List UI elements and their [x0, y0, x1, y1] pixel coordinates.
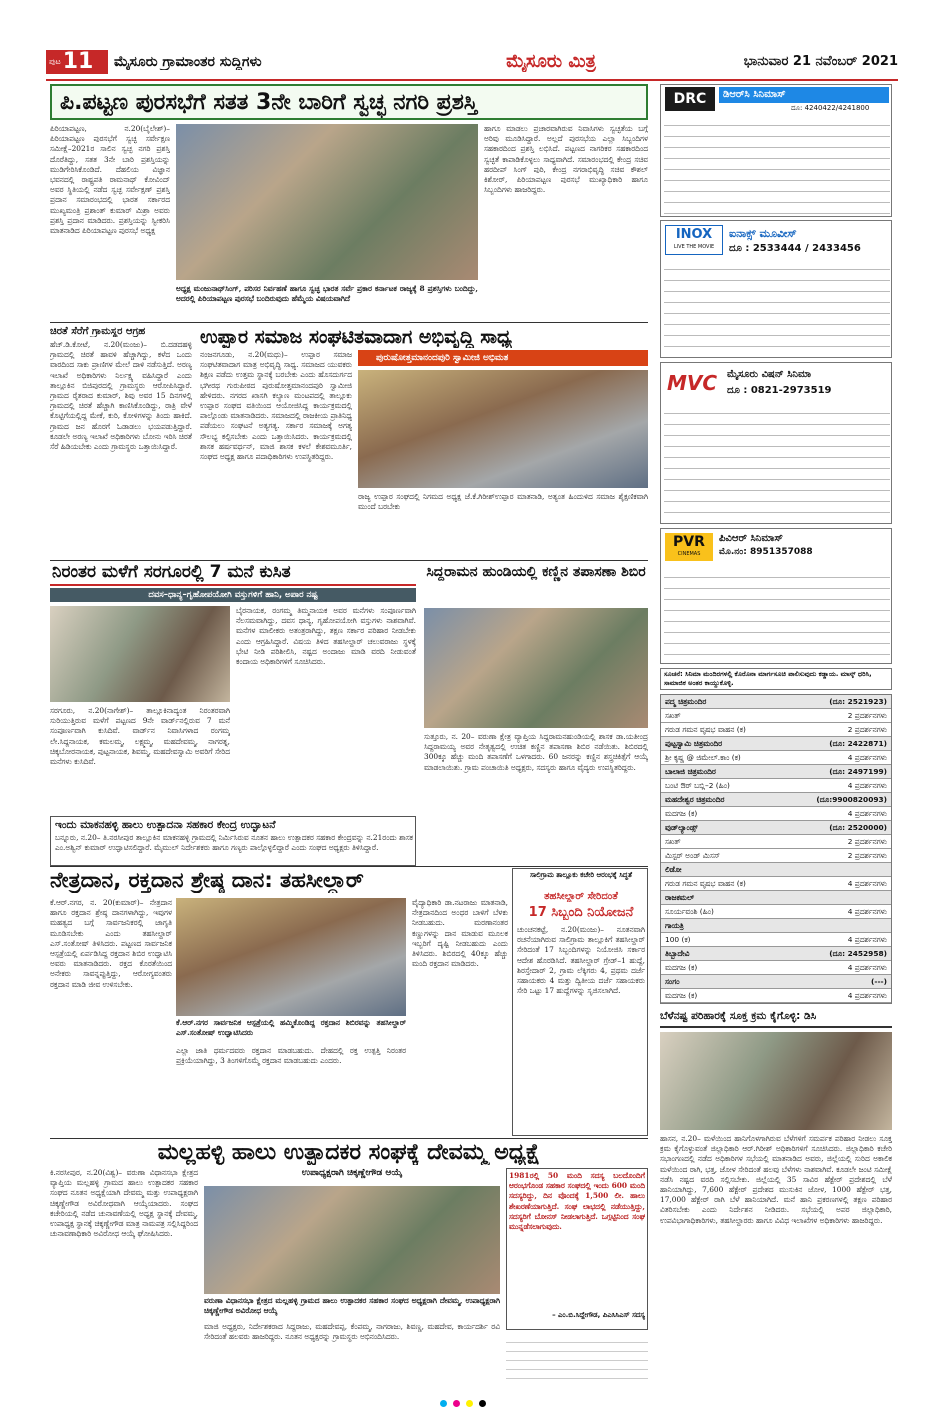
disi-headline: ಬೆಳೆನಷ್ಟ ಪರಿಹಾರಕ್ಕೆ ಸೂಕ್ತ ಕ್ರಮ ಕೈಗೊಳ್ಳಿ: ಡಿಸಿ	[660, 1010, 892, 1028]
theatre-show-row	[661, 905, 891, 919]
mallahalli-body-left: ಕಿ.ನರಸೀಪುರ, ನ.20(ವಿಶ್ವ)– ವರುಣಾ ವಿಧಾನಸಭಾ ಕ್ಷೇತ್ರದ ವ್ಯಾಪ್ತಿಯ ಮಲ್ಲಹಳ್ಳಿ ಗ್ರಾಮದ ಹಾಲು ಉತ್ಪಾದಕರ ಸಹಕಾರ ಸಂಘದ ನೂತನ ಅಧ್ಯಕ್ಷೆಯಾಗಿ ದೇವಮ್ಮ ಮತ್ತು ಉಪಾಧ್ಯಕ್ಷರಾಗಿ ಚಿಕ್ಕಣ್ಣೇಗೌಡ ಅವಿರೋಧವಾಗಿ ಆಯ್ಕೆಯಾದರು. ಸಂಘದ ಕಚೇರಿಯಲ್ಲಿ ನಡೆದ ಚುನಾವಣೆಯಲ್ಲಿ ಅಧ್ಯಕ್ಷ ಸ್ಥಾನಕ್ಕೆ ದೇವಮ್ಮ, ಉಪಾಧ್ಯಕ್ಷ ಸ್ಥಾನಕ್ಕೆ ಚಿಕ್ಕಣ್ಣೇಗೌಡ ಮಾತ್ರ ನಾಮಪತ್ರ ಸಲ್ಲಿಸಿದ್ದರಿಂದ ಚುನಾವಣಾಧಿಕಾರಿ ಅವಿರೋಧ ಆಯ್ಕೆ ಘೋಷಿಸಿದರು.	[50, 1168, 198, 1239]
dairy-open-box	[50, 816, 416, 866]
show-count: 4 ಪ್ರದರ್ಶನಗಳು	[847, 906, 887, 916]
theatre-show-row	[661, 849, 891, 863]
theatre-name: ತಿಬ್ಬಾದೇವಿ	[665, 948, 690, 958]
siddaramana-headline: ಸಿದ್ದರಾಮನ ಹುಂಡಿಯಲ್ಲಿ ಕಣ್ಣಿನ ತಪಾಸಣಾ ಶಿಬಿರ	[426, 564, 646, 580]
theatre-phone: (ದೂ: 2521923)	[829, 696, 887, 706]
theatre-name: ಪುಟ್ಟಸ್ವಾಮಿ ಚಿತ್ರಮಂದಿರ	[665, 738, 723, 748]
inox-logo	[665, 225, 723, 255]
inox-phone-value: 2533444 / 2433456	[752, 243, 861, 254]
mallahalli-quote: 1981ರಲ್ಲಿ 50 ಮಂದಿ ಸದಸ್ಯ ಬಲದೊಂದಿಗೆ ಆರಂಭಗೊಂಡ ಸಹಕಾರ ಸಂಘದಲ್ಲಿ ಇಂದು 600 ಮಂದಿ ಸದಸ್ಯರಿದ್ದು, ದಿನ ವೊಂದಕ್ಕೆ 1,500 ಲೀ. ಹಾಲು ಶೇಖರಣೆಯಾಗುತ್ತಿದೆ. ಸಂಘ ಲಾಭದಲ್ಲಿ ನಡೆಯುತ್ತಿದ್ದು, ಸದಸ್ಯರಿಗೆ ಬೋನಸ್ ನೀಡಲಾಗುತ್ತಿದೆ. ಒಗ್ಗಟ್ಟಿನಿಂದ ಸಂಘ ಮುನ್ನಡೆಸಲಾಗುವುದು.	[509, 1171, 645, 1232]
show-title: ಗರುಡ ಗಮನ ವೃಷಭ ವಾಹನ (ಕ)	[665, 878, 746, 888]
show-count: 2 ಪ್ರದರ್ಶನಗಳು	[847, 850, 887, 860]
show-count: 4 ಪ್ರದರ್ಶನಗಳು	[847, 752, 887, 762]
siddaramana-body: ಸುತ್ತೂರು, ನ. 20– ವರುಣಾ ಕ್ಷೇತ್ರ ವ್ಯಾಪ್ತಿಯ ಸಿದ್ದರಾಮನಹುಂಡಿಯಲ್ಲಿ ಶಾಸಕ ಡಾ.ಯತೀಂದ್ರ ಸಿದ್ದರಾಮಯ್ಯ ಅವರ ನೇತೃತ್ವದಲ್ಲಿ ಉಚಿತ ಕಣ್ಣಿನ ತಪಾಸಣಾ ಶಿಬಿರ ನಡೆಯಿತು. ಶಿಬಿರದಲ್ಲಿ 300ಕ್ಕೂ ಹೆಚ್ಚು ಮಂದಿ ತಪಾಸಣೆಗೆ ಒಳಗಾದರು. 60 ಜನರನ್ನು ಕಣ್ಣಿನ ಶಸ್ತ್ರಚಿಕಿತ್ಸೆಗೆ ಆಯ್ಕೆ ಮಾಡಲಾಯಿತು. ಗ್ರಾಮ ಪಂಚಾಯಿತಿ ಅಧ್ಯಕ್ಷರು, ಸದಸ್ಯರು ಹಾಗೂ ವೈದ್ಯರು ಉಪಸ್ಥಿತರಿದ್ದರು.	[424, 732, 648, 772]
inox-tagline: LIVE THE MOVIE	[673, 244, 715, 250]
registration-dot	[440, 1400, 447, 1407]
mvc-name: ಮೈಸೂರು ವಿಷನ್ ಸಿನಿಮಾ	[727, 369, 812, 380]
page-prefix: ಪುಟ	[49, 57, 61, 66]
theatre-header	[661, 863, 891, 877]
drc-phone	[791, 104, 891, 113]
theatre-list	[660, 694, 892, 1004]
theatre-name: ಸಂಗಂ	[665, 976, 680, 986]
theatre-show-row	[661, 751, 891, 765]
pvr-phone	[719, 547, 889, 557]
show-title: ಸಖತ್	[665, 710, 681, 720]
pvr-phone-label: ಮೊ.ನಂ:	[719, 547, 747, 557]
show-count: 4 ಪ್ರದರ್ಶನಗಳು	[847, 990, 887, 1000]
show-title: ಮದಗಜ (ಕ)	[665, 962, 698, 972]
pvr-phone-value: 8951357088	[750, 547, 813, 557]
show-title: ಶ್ರೀ ಕೃಷ್ಣ @ ಜಿಮೇಲ್.ಕಾಂ (ಕ)	[665, 752, 741, 762]
mvc-listings	[664, 403, 890, 521]
mallahalli-subhead: ಉಪಾಧ್ಯಕ್ಷರಾಗಿ ಚಿಕ್ಕಣ್ಣೇಗೌಡ ಆಯ್ಕೆ	[301, 1168, 403, 1178]
theatre-header	[661, 765, 891, 779]
uppara-subhead: ಪುರುಷೋತ್ತಮಾನಂದಪುರಿ ಸ್ವಾಮೀಜಿ ಅಭಿಮತ	[358, 350, 648, 366]
mid-rule	[50, 560, 648, 561]
pvr-logo	[665, 533, 713, 561]
theatre-header	[661, 891, 891, 905]
dairy-open-body: ಬನ್ನೂರು, ನ.20– ತಿ.ನರಸೀಪುರ ತಾಲ್ಲೂಕಿನ ಮಾಕನಹಳ್ಳಿ ಗ್ರಾಮದಲ್ಲಿ ನಿರ್ಮಿಸಿರುವ ನೂತನ ಹಾಲು ಉತ್ಪಾದಕರ ಸಹಕಾರ ಕೇಂದ್ರವನ್ನು ನ.21ರಂದು ಶಾಸಕ ಎಂ.ಅಶ್ವಿನ್ ಕುಮಾರ್ ಉದ್ಘಾಟಿಸಲಿದ್ದಾರೆ. ಮೈಮುಲ್ ನಿರ್ದೇಶಕರು ಹಾಗೂ ಗಣ್ಯರು ಪಾಲ್ಗೊಳ್ಳಲಿದ್ದಾರೆ ಎಂದು ಸಂಘದ ಅಧ್ಯಕ್ಷರು ತಿಳಿಸಿದ್ದಾರೆ.	[55, 833, 413, 853]
cinema-drc	[660, 84, 892, 217]
theatre-name: ವುಡ್‌ಲ್ಯಾಂಡ್ಸ್	[665, 822, 698, 832]
inox-listings	[664, 259, 890, 355]
show-title: ಮದಗಜ (ಕ)	[665, 990, 698, 1000]
theatre-name: ಲಿಡೋ	[665, 864, 682, 874]
mvc-logo: MVC	[667, 371, 718, 395]
cinema-notice: ಸೂಚನೆ: ಸಿನಿಮಾ ಮಂದಿರಗಳಲ್ಲಿ ಕೊರೊನಾ ಮಾರ್ಗಸೂಚಿ ಪಾಲಿಸುವುದು ಕಡ್ಡಾಯ. ಮಾಸ್ಕ್ ಧರಿಸಿ, ಸಾಮಾಜಿಕ ಅಂತರ ಕಾಯ್ದುಕೊಳ್ಳಿ.	[660, 668, 892, 690]
disi-photo	[660, 1032, 892, 1130]
show-count: 2 ಪ್ರದರ್ಶನಗಳು	[847, 724, 887, 734]
paper-name: ಮೈಸೂರು ಮಿತ್ರ	[506, 51, 596, 72]
netra-photo	[176, 898, 406, 1016]
mallahalli-body-right: ಮಾಜಿ ಅಧ್ಯಕ್ಷರು, ನಿರ್ದೇಶಕರಾದ ಸಿದ್ದರಾಜು, ಮಹದೇವಪ್ಪ, ಕೆಂಪಮ್ಮ, ನಾಗರಾಜು, ಶಿವಣ್ಣ, ಮಹದೇವ, ಕಾರ್ಯದರ್ಶಿ ರವಿ ಸೇರಿದಂತೆ ಹಲವರು ಹಾಜರಿದ್ದರು. ನೂತನ ಅಧ್ಯಕ್ಷರನ್ನು ಗ್ರಾಮಸ್ಥರು ಅಭಿನಂದಿಸಿದರು.	[204, 1322, 500, 1342]
tahsildar-headline-2: 17 ಸಿಬ್ಬಂದಿ ನಿಯೋಜನೆ	[528, 905, 634, 920]
show-count: 4 ಪ್ರದರ್ಶನಗಳು	[847, 878, 887, 888]
theatre-phone: (ದೂ: 2422871)	[829, 738, 887, 748]
drc-phone-label: ದೂ:	[791, 104, 803, 112]
drc-listings	[664, 115, 890, 215]
netra-caption: ಕೆ.ಆರ್.ನಗರ ಸಾರ್ವಜನಿಕ ಆಸ್ಪತ್ರೆಯಲ್ಲಿ ಹಮ್ಮಿಕೊಂಡಿದ್ದ ರಕ್ತದಾನ ಶಿಬಿರವನ್ನು ತಹಸೀಲ್ದಾರ್ ಎಸ್.ಸಂತೋಷ್ ಉದ್ಘಾಟಿಸಿದರು	[176, 1018, 406, 1038]
mvc-phone-value: 0821-2973519	[750, 385, 832, 396]
show-count: 2 ಪ್ರದರ್ಶನಗಳು	[847, 710, 887, 720]
pvr-sub: CINEMAS	[677, 551, 701, 557]
theatre-show-row	[661, 723, 891, 737]
rain-photo	[50, 606, 230, 702]
tahsildar-box	[512, 868, 648, 1136]
drc-phone-value: 4240422/4241800	[804, 104, 870, 112]
show-title: ಗರುಡ ಗಮನ ವೃಷಭ ವಾಹನ (ಕ)	[665, 724, 746, 734]
inox-phone	[729, 243, 889, 254]
theatre-show-row	[661, 877, 891, 891]
theatre-header	[661, 821, 891, 835]
registration-strip	[440, 1400, 510, 1412]
lead-rule	[50, 322, 648, 323]
theatre-show-row	[661, 807, 891, 821]
theatre-show-row	[661, 709, 891, 723]
edition-date: ಭಾನುವಾರ 21 ನವೆಂಬರ್ 2021	[743, 54, 898, 69]
lead-caption: ಅಧ್ಯಕ್ಷ ಮಂಜುನಾಥ್‌ಸಿಂಗ್, ಪರಿಸರ ನಿರ್ವಹಣೆ ಹಾಗೂ ಸ್ವಚ್ಛ ಭಾರತ ಸರ್ವೆ ಪ್ರಕಾರ ಕರ್ನಾಟಕ ರಾಜ್ಯಕ್ಕೆ 8 ಪ್ರಶಸ್ತಿಗಳು ಬಂದಿದ್ದು, ಅದರಲ್ಲಿ ಪಿರಿಯಾಪಟ್ಟಣ ಪುರಸಭೆ ಬಂದಿರುವುದು ಹೆಮ್ಮೆಯ ವಿಷಯವಾಗಿದೆ	[176, 284, 478, 304]
mid-rule-2	[50, 866, 648, 867]
theatre-show-row	[661, 933, 891, 947]
registration-dot	[466, 1400, 473, 1407]
theatre-header	[661, 975, 891, 989]
lead-headline-box	[50, 84, 648, 120]
chirate-body: ಹೆಚ್.ಡಿ.ಕೋಟೆ, ನ.20(ಮಂಜು)– ಬಿ.ದಡದಹಳ್ಳಿ ಗ್ರಾಮದಲ್ಲಿ ಚಿರತೆ ಹಾವಳಿ ಹೆಚ್ಚಾಗಿದ್ದು, ಕಳೆದ ಒಂದು ವಾರದಿಂದ ಸಾಕು ಪ್ರಾಣಿಗಳ ಮೇಲೆ ದಾಳಿ ನಡೆಸುತ್ತಿದೆ. ಅರಣ್ಯ ಇಲಾಖೆ ಅಧಿಕಾರಿಗಳು ನಿರ್ಲಕ್ಷ್ಯ ವಹಿಸಿದ್ದಾರೆ ಎಂದು ತಾಲ್ಲೂಕಿನ ಬಿಜಿಪುರದಲ್ಲಿ ಗ್ರಾಮಸ್ಥರು ಆರೋಪಿಸಿದ್ದಾರೆ. ಗ್ರಾಮದ ರೈತರಾದ ಕುಮಾರ್, ಶಿವು ಅವರ 15 ದಿನಗಳಲ್ಲಿ ಗ್ರಾಮದಲ್ಲಿ ಚಿರತೆ ಹೆಚ್ಚಾಗಿ ಕಾಣಿಸಿಕೊಂಡಿದ್ದು, ರಾತ್ರಿ ವೇಳೆ ಕೊಟ್ಟಿಗೆಯಲ್ಲಿದ್ದ ಮೇಕೆ, ಕುರಿ, ಕೋಳಿಗಳನ್ನು ತಿಂದು ಹಾಕಿದೆ. ಗ್ರಾಮದ ಜನ ಹೊರಗೆ ಓಡಾಡಲು ಭಯಪಡುತ್ತಿದ್ದಾರೆ. ಕೂಡಲೇ ಅರಣ್ಯ ಇಲಾಖೆ ಅಧಿಕಾರಿಗಳು ಬೋನು ಇರಿಸಿ ಚಿರತೆ ಸೆರೆ ಹಿಡಿಯಬೇಕು ಎಂದು ಗ್ರಾಮಸ್ಥರು ಒತ್ತಾಯಿಸಿದ್ದಾರೆ.	[50, 340, 192, 452]
lower-rule	[50, 1138, 648, 1139]
show-title: ಸಖತ್	[665, 836, 681, 846]
theatre-header	[661, 919, 891, 933]
cinema-inox	[660, 220, 892, 358]
inox-phone-label: ದೂ :	[729, 243, 750, 254]
inox-brand: INOX	[675, 227, 713, 242]
mvc-phone	[727, 385, 887, 396]
uppara-headline: ಉಪ್ಪಾರ ಸಮಾಜ ಸಂಘಟಿತವಾದಾಗ ಅಭಿವೃದ್ಧಿ ಸಾಧ್ಯ	[200, 326, 512, 348]
netra-body-right: ವೈದ್ಯಾಧಿಕಾರಿ ಡಾ.ನಟರಾಜು ಮಾತನಾಡಿ, ನೇತ್ರದಾನದಿಂದ ಅಂಧರ ಬಾಳಿಗೆ ಬೆಳಕು ನೀಡಬಹುದು. ಮರಣಾನಂತರ ಕಣ್ಣುಗಳನ್ನು ದಾನ ಮಾಡುವ ಮೂಲಕ ಇಬ್ಬರಿಗೆ ದೃಷ್ಟಿ ನೀಡಬಹುದು ಎಂದು ತಿಳಿಸಿದರು. ಶಿಬಿರದಲ್ಲಿ 40ಕ್ಕೂ ಹೆಚ್ಚು ಮಂದಿ ರಕ್ತದಾನ ಮಾಡಿದರು.	[412, 898, 508, 969]
pvr-brand: PVR	[673, 534, 705, 550]
rain-headline: ನಿರಂತರ ಮಳೆಗೆ ಸರಗೂರಲ್ಲಿ 7 ಮನೆ ಕುಸಿತ	[52, 562, 291, 582]
show-title: ಮದಗಜ (ಕ)	[665, 808, 698, 818]
masthead	[46, 48, 898, 78]
theatre-header	[661, 793, 891, 807]
uppara-photo	[358, 370, 648, 488]
lead-photo	[176, 124, 478, 280]
theatre-name: ಮಹದೇಶ್ವರ ಚಿತ್ರಮಂದಿರ	[665, 794, 725, 804]
lead-col3: ಹಾಗೂ ಮಾಡಲು ಪ್ರಚಾರವಾಗಿರುವ ನಿವಾಸಿಗಳು ಸ್ವಚ್ಛತೆಯ ಬಗ್ಗೆ ಅರಿವು ಮೂಡಿಸಿದ್ದಾರೆ. ಅಲ್ಲದೆ ಪುರಸಭೆಯ ಎಲ್ಲಾ ಸಿಬ್ಬಂದಿಗಳ ಸಹಕಾರದಿಂದ ಪ್ರಶಸ್ತಿ ಲಭಿಸಿದೆ. ಪಟ್ಟಣದ ನಾಗರಿಕರ ಸಹಕಾರದಿಂದ ಸ್ವಚ್ಛತೆ ಕಾಪಾಡಿಕೊಳ್ಳಲು ಸಾಧ್ಯವಾಗಿದೆ. ಸಮಾರಂಭದಲ್ಲಿ ಕೇಂದ್ರ ಸಚಿವ ಹರದೀಪ್ ಸಿಂಗ್ ಪುರಿ, ಕೇಂದ್ರ ನಗರಾಭಿವೃದ್ಧಿ ಸಚಿವ ಕೌಶಲ್ ಕಿಶೋರ್, ಪಿರಿಯಾಪಟ್ಟಣ ಪುರಸಭೆ ಮುಖ್ಯಾಧಿಕಾರಿ ಹಾಗೂ ಸಿಬ್ಬಂದಿಗಳು ಹಾಜರಿದ್ದರು.	[484, 124, 648, 195]
theatre-phone: (---)	[871, 977, 887, 986]
theatre-name: ಬಾಲಾಜಿ ಚಿತ್ರಮಂದಿರ	[665, 766, 716, 776]
cinema-mvc	[660, 362, 892, 524]
registration-dots	[440, 1400, 510, 1407]
theatre-phone: (ದೂ: 2452958)	[829, 948, 887, 958]
netra-body-mid: ಎಲ್ಲಾ ಜಾತಿ ಧರ್ಮದವರು ರಕ್ತದಾನ ಮಾಡಬಹುದು. ದೇಹದಲ್ಲಿ ರಕ್ತ ಉತ್ಪತ್ತಿ ನಿರಂತರ ಪ್ರಕ್ರಿಯೆಯಾಗಿದ್ದು, 3 ತಿಂಗಳಿಗೊಮ್ಮೆ ರಕ್ತದಾನ ಮಾಡಬಹುದು ಎಂದರು.	[176, 1046, 406, 1066]
netra-body-left: ಕೆ.ಆರ್.ನಗರ, ನ. 20(ಕುಮಾರ್)– ನೇತ್ರದಾನ ಹಾಗೂ ರಕ್ತದಾನ ಶ್ರೇಷ್ಠ ದಾನಗಳಾಗಿದ್ದು, ಇವುಗಳ ಮಹತ್ವದ ಬಗ್ಗೆ ಸಾರ್ವಜನಿಕರಲ್ಲಿ ಜಾಗೃತಿ ಮೂಡಿಸಬೇಕು ಎಂದು ತಹಸೀಲ್ದಾರ್ ಎಸ್.ಸಂತೋಷ್ ತಿಳಿಸಿದರು. ಪಟ್ಟಣದ ಸಾರ್ವಜನಿಕ ಆಸ್ಪತ್ರೆಯಲ್ಲಿ ಏರ್ಪಡಿಸಿದ್ದ ರಕ್ತದಾನ ಶಿಬಿರ ಉದ್ಘಾಟಿಸಿ ಅವರು ಮಾತನಾಡಿದರು. ರಕ್ತದ ಕೊರತೆಯಿಂದ ಅನೇಕರು ಸಾವನ್ನಪ್ಪುತ್ತಿದ್ದು, ಆರೋಗ್ಯವಂತರು ರಕ್ತದಾನ ಮಾಡಿ ಜೀವ ಉಳಿಸಬೇಕು.	[50, 898, 172, 989]
show-count: 4 ಪ್ರದರ್ಶನಗಳು	[847, 808, 887, 818]
theatre-show-row	[661, 989, 891, 1003]
page-number: 11	[62, 50, 94, 74]
mallahalli-photo	[204, 1186, 500, 1294]
theatre-header	[661, 1003, 891, 1004]
mallahalli-quote-box	[506, 1168, 648, 1330]
uppara-body: ನಂಜನಗೂಡು, ನ.20(ಮಧು)– ಉಪ್ಪಾರ ಸಮಾಜ ಸಂಘಟಿತವಾದಾಗ ಮಾತ್ರ ಅಭಿವೃದ್ಧಿ ಸಾಧ್ಯ. ಸಮಾಜದ ಯುವಕರು ಶಿಕ್ಷಣ ಪಡೆದು ಉತ್ತಮ ಸ್ಥಾನಕ್ಕೆ ಬರಬೇಕು ಎಂದು ಹೊಸದುರ್ಗದ ಭಗೀರಥ ಗುರುಪೀಠದ ಪುರುಷೋತ್ತಮಾನಂದಪುರಿ ಸ್ವಾಮೀಜಿ ಹೇಳಿದರು. ನಗರದ ಖಾಸಗಿ ಕಲ್ಯಾಣ ಮಂಟಪದಲ್ಲಿ ತಾಲ್ಲೂಕು ಉಪ್ಪಾರ ಸಂಘದ ವತಿಯಿಂದ ಆಯೋಜಿಸಿದ್ದ ಕಾರ್ಯಕ್ರಮದಲ್ಲಿ ಪಾಲ್ಗೊಂಡು ಮಾತನಾಡಿದರು. ಸಮಾಜದಲ್ಲಿ ರಾಜಕೀಯ ಪ್ರಾತಿನಿಧ್ಯ ಪಡೆಯಲು ಸಂಘಟನೆ ಅತ್ಯಗತ್ಯ. ಸರ್ಕಾರ ಸಮಾಜಕ್ಕೆ ಅಗತ್ಯ ಸೌಲಭ್ಯ ಕಲ್ಪಿಸಬೇಕು ಎಂದು ಒತ್ತಾಯಿಸಿದರು. ಕಾರ್ಯಕ್ರಮದಲ್ಲಿ ಶಾಸಕ ಹರ್ಷವರ್ಧನ್, ಮಾಜಿ ಶಾಸಕ ಕಳಲೆ ಕೇಶವಮೂರ್ತಿ, ಸಂಘದ ಅಧ್ಯಕ್ಷ ಹಾಗೂ ಪದಾಧಿಕಾರಿಗಳು ಉಪಸ್ಥಿತರಿದ್ದರು.	[200, 350, 352, 462]
show-count: 4 ಪ್ರದರ್ಶನಗಳು	[847, 780, 887, 790]
mallahalli-quote-author: – ಎಂ.ಬಿ.ಸಿದ್ದೇಗೌಡ, ಪಿಎಸಿಸಿಎಸ್ ಸದಸ್ಯ	[552, 1311, 645, 1319]
theatre-name: ರಾಜಕಮಲ್	[665, 892, 695, 902]
pvr-name: ಪಿವಿಆರ್ ಸಿನಿಮಾಸ್	[719, 533, 783, 544]
drc-name: ಡಿಆರ್‌ಸಿ ಸಿನಿಮಾಸ್	[719, 87, 889, 103]
theatre-show-row	[661, 961, 891, 975]
siddaramana-photo	[424, 608, 648, 728]
show-title: ಬಂಟಿ ಔರ್ ಬಬ್ಲಿ–2 (ಹಿಂ)	[665, 780, 730, 790]
dairy-open-headline: ಇಂದು ಮಾಕನಹಳ್ಳಿ ಹಾಲು ಉತ್ಪಾದನಾ ಸಹಕಾರ ಕೇಂದ್ರ ಉದ್ಘಾಟನೆ	[55, 819, 276, 831]
theatre-name: ಗಾಯತ್ರಿ	[665, 920, 684, 930]
rain-headline-box	[50, 562, 416, 586]
inox-name: ಐನಾಕ್ಸ್ ಮೂವೀಸ್	[729, 227, 797, 240]
netra-headline: ನೇತ್ರದಾನ, ರಕ್ತದಾನ ಶ್ರೇಷ್ಠ ದಾನ: ತಹಸೀಲ್ದಾರ್	[50, 868, 364, 892]
registration-dot	[453, 1400, 460, 1407]
theatre-header	[661, 737, 891, 751]
pvr-listings	[664, 567, 890, 661]
drc-logo: DRC	[665, 87, 715, 111]
mallahalli-body-extra	[506, 1334, 648, 1386]
show-title: ಸೂರ್ಯವಂಶಿ (ಹಿಂ)	[665, 906, 714, 916]
mallahalli-headline: ಮಲ್ಲಹಳ್ಳಿ ಹಾಲು ಉತ್ಪಾದಕರ ಸಂಘಕ್ಕೆ ದೇವಮ್ಮ ಅಧ್ಯಕ್ಷೆ	[157, 1140, 541, 1165]
tahsildar-body: ಚುಂಚನಕಟ್ಟೆ, ನ.20(ಮಂಜು)– ನೂತನವಾಗಿ ರಚನೆಯಾಗಿರುವ ಸಾಲಿಗ್ರಾಮ ತಾಲ್ಲೂಕಿಗೆ ತಹಸೀಲ್ದಾರ್ ಸೇರಿದಂತೆ 17 ಸಿಬ್ಬಂದಿಗಳನ್ನು ನಿಯೋಜಿಸಿ ಸರ್ಕಾರ ಆದೇಶ ಹೊರಡಿಸಿದೆ. ತಹಸೀಲ್ದಾರ್ ಗ್ರೇಡ್–1 ಹುದ್ದೆ, ಶಿರಸ್ತೇದಾರ್ 2, ಗ್ರಾಮ ಲೆಕ್ಕಿಗರು 4, ಪ್ರಥಮ ದರ್ಜೆ ಸಹಾಯಕರು 4 ಮತ್ತು ದ್ವಿತೀಯ ದರ್ಜೆ ಸಹಾಯಕರು ಸೇರಿ ಒಟ್ಟು 17 ಹುದ್ದೆಗಳನ್ನು ಸೃಜಿಸಲಾಗಿದೆ.	[517, 925, 645, 996]
show-count: 4 ಪ್ರದರ್ಶನಗಳು	[847, 962, 887, 972]
show-title: ಮಿಸ್ಟರ್ ಅಂಡ್ ಮಿಸಸ್	[665, 850, 721, 860]
disi-body: ಹಾಸನ, ನ.20– ಮಳೆಯಿಂದ ಹಾನಿಗೊಳಗಾಗಿರುವ ಬೆಳೆಗಳಿಗೆ ಸಮರ್ಪಕ ಪರಿಹಾರ ನೀಡಲು ಸೂಕ್ತ ಕ್ರಮ ಕೈಗೊಳ್ಳುವಂತೆ ಜಿಲ್ಲಾಧಿಕಾರಿ ಆರ್.ಗಿರೀಶ್ ಅಧಿಕಾರಿಗಳಿಗೆ ಸೂಚಿಸಿದರು. ಜಿಲ್ಲಾಧಿಕಾರಿ ಕಚೇರಿ ಸಭಾಂಗಣದಲ್ಲಿ ನಡೆದ ಅಧಿಕಾರಿಗಳ ಸಭೆಯಲ್ಲಿ ಮಾತನಾಡಿದ ಅವರು, ಜಿಲ್ಲೆಯಲ್ಲಿ ಸುರಿದ ಅಕಾಲಿಕ ಮಳೆಯಿಂದ ರಾಗಿ, ಭತ್ತ, ಜೋಳ ಸೇರಿದಂತೆ ಹಲವು ಬೆಳೆಗಳು ನಾಶವಾಗಿವೆ. ಕೂಡಲೇ ಜಂಟಿ ಸಮೀಕ್ಷೆ ನಡೆಸಿ ನಷ್ಟದ ವರದಿ ಸಲ್ಲಿಸಬೇಕು. ಜಿಲ್ಲೆಯಲ್ಲಿ 35 ಸಾವಿರ ಹೆಕ್ಟೇರ್ ಪ್ರದೇಶದಲ್ಲಿ ಬೆಳೆ ಹಾನಿಯಾಗಿದ್ದು, 7,600 ಹೆಕ್ಟೇರ್ ಪ್ರದೇಶದ ಮುಸುಕಿನ ಜೋಳ, 1000 ಹೆಕ್ಟೇರ್ ಭತ್ತ, 17,000 ಹೆಕ್ಟೇರ್ ರಾಗಿ ಬೆಳೆ ಹಾನಿಯಾಗಿದೆ. ಮನೆ ಹಾನಿ ಪ್ರಕರಣಗಳಲ್ಲಿ ತಕ್ಷಣ ಪರಿಹಾರ ವಿತರಿಸಬೇಕು ಎಂದು ನಿರ್ದೇಶನ ನೀಡಿದರು. ಸಭೆಯಲ್ಲಿ ಅಪರ ಜಿಲ್ಲಾಧಿಕಾರಿ, ಉಪವಿಭಾಗಾಧಿಕಾರಿಗಳು, ತಹಸೀಲ್ದಾರರು ಹಾಗೂ ವಿವಿಧ ಇಲಾಖೆಗಳ ಅಧಿಕಾರಿಗಳು ಹಾಜರಿದ್ದರು.	[660, 1134, 892, 1225]
uppara-caption: ರಾಜ್ಯ ಉಪ್ಪಾರ ಸಂಘದಲ್ಲಿ ನಿಗಮದ ಅಧ್ಯಕ್ಷ ಜೆ.ಕೆ.ಗಿರೀಶ್‌ಉಪ್ಪಾರ ಮಾತನಾಡಿ, ಅತ್ಯಂತ ಹಿಂದುಳಿದ ಸಮಾಜ ಶೈಕ್ಷಣಿಕವಾಗಿ ಮುಂದೆ ಬರಬೇಕು	[358, 492, 648, 512]
cinema-pvr	[660, 528, 892, 664]
theatre-phone: (ದೂ: 2497199)	[829, 766, 887, 776]
theatre-name: ಪದ್ಮ ಚಿತ್ರಮಂದಿರ	[665, 696, 707, 706]
theatre-phone: (ದೂ: 2520000)	[829, 822, 887, 832]
show-count: 2 ಪ್ರದರ್ಶನಗಳು	[847, 836, 887, 846]
theatre-header	[661, 947, 891, 961]
masthead-rule	[46, 79, 898, 81]
show-count: 4 ಪ್ರದರ್ಶನಗಳು	[847, 934, 887, 944]
rain-body-right: ಬೈರನಾಯಕ, ರಂಗಮ್ಮ ತಿಮ್ಮನಾಯಕ ಅವರ ಮನೆಗಳು ಸಂಪೂರ್ಣವಾಗಿ ನೆಲಸಮವಾಗಿದ್ದು, ದವಸ ಧಾನ್ಯ, ಗೃಹೋಪಯೋಗಿ ವಸ್ತುಗಳು ನಾಶವಾಗಿವೆ. ಮನೆಗಳ ಮಾಲೀಕರು ಅತಂತ್ರರಾಗಿದ್ದು, ತಕ್ಷಣ ಸರ್ಕಾರ ಪರಿಹಾರ ನೀಡಬೇಕು ಎಂದು ಆಗ್ರಹಿಸಿದ್ದಾರೆ. ವಿಷಯ ತಿಳಿದ ತಹಸೀಲ್ದಾರ್ ಚಲುವರಾಜು ಸ್ಥಳಕ್ಕೆ ಭೇಟಿ ನೀಡಿ ಪರಿಶೀಲಿಸಿ, ನಷ್ಟದ ಅಂದಾಜು ಮಾಡಿ ವರದಿ ನೀಡುವಂತೆ ಕಂದಾಯ ಅಧಿಕಾರಿಗಳಿಗೆ ಸೂಚಿಸಿದರು.	[236, 606, 416, 667]
lead-col1: ಪಿರಿಯಾಪಟ್ಟಣ, ನ.20(ಬೈಲೇಶ್)– ಪಿರಿಯಾಪಟ್ಟಣ ಪುರಸಭೆಗೆ ಸ್ವಚ್ಛ ಸರ್ವೇಕ್ಷಣ ಸಮೀಕ್ಷೆ–2021ರ ಸಾಲಿನ ಸ್ವಚ್ಛ ನಗರಿ ಪ್ರಶಸ್ತಿ ದೊರೆತಿದ್ದು, ಸತತ 3ನೇ ಬಾರಿ ಪ್ರಶಸ್ತಿಯನ್ನು ಮುಡಿಗೇರಿಸಿಕೊಂಡಿದೆ. ದೆಹಲಿಯ ವಿಜ್ಞಾನ ಭವನದಲ್ಲಿ ರಾಷ್ಟ್ರಪತಿ ರಾಮನಾಥ್ ಕೋವಿಂದ್ ಅವರ ಸ್ಥಿತಿಯಲ್ಲಿ ನಡೆದ ಸ್ವಚ್ಛ ಸರ್ವೇಕ್ಷಣ್ ಪ್ರಶಸ್ತಿ ಪ್ರದಾನ ಸಮಾರಂಭದಲ್ಲಿ ಭಾರತ ಸರ್ಕಾರದ ಮುಖ್ಯಮಂತ್ರಿ ಪ್ರಶಾಂತ್ ಕುಮಾರ್ ಮಿಶ್ರಾ ಅವರು ಪ್ರಶಸ್ತಿ ಪ್ರದಾನ ಮಾಡಿದರು. ಪ್ರಶಸ್ತಿಯನ್ನು ಸ್ವೀಕರಿಸಿ ಮಾತನಾಡಿದ ಪಿರಿಯಾಪಟ್ಟಣ ಪುರಸಭೆ ಅಧ್ಯಕ್ಷ	[50, 124, 170, 236]
theatre-show-row	[661, 835, 891, 849]
chirate-kicker: ಚಿರತೆ ಸೆರೆಗೆ ಗ್ರಾಮಸ್ಥರ ಆಗ್ರಹ	[50, 326, 146, 337]
rain-body-left: ಸರಗೂರು, ನ.20(ನಾಗೇಶ್)– ತಾಲ್ಲೂಕಿನಾದ್ಯಂತ ನಿರಂತರವಾಗಿ ಸುರಿಯುತ್ತಿರುವ ಮಳೆಗೆ ಪಟ್ಟಣದ 9ನೇ ವಾರ್ಡ್‌ನಲ್ಲಿರುವ 7 ಮನೆ ಸಂಪೂರ್ಣವಾಗಿ ಕುಸಿದಿವೆ. ವಾರ್ಡ್‌ನ ನಿವಾಸಿಗಳಾದ ರಂಗಮ್ಮ ಲೇ.ಸಿದ್ದನಾಯಕ, ಕಮಲಮ್ಮ, ಲಕ್ಷ್ಮಮ್ಮ, ಮಹದೇವಮ್ಮ, ನಾಗರತ್ನ, ಚಿಕ್ಕಬೋರನಾಯಕ, ಪುಟ್ಟನಾಯಕ, ಶಿವಮ್ಮ, ಮಹದೇವಸ್ವಾಮಿ ಅವರಿಗೆ ಸೇರಿದ ಮನೆಗಳು ಕುಸಿದಿವೆ.	[50, 706, 230, 767]
lead-headline: ಪಿ.ಪಟ್ಟಣ ಪುರಸಭೆಗೆ ಸತತ 3ನೇ ಬಾರಿಗೆ ಸ್ವಚ್ಛ ನಗರಿ ಪ್ರಶಸ್ತಿ	[60, 90, 478, 115]
show-title: 100 (ಕ)	[665, 934, 691, 944]
theatre-phone: (ದೂ:9900820093)	[816, 794, 887, 804]
section-title: ಮೈಸೂರು ಗ್ರಾಮಾಂತರ ಸುದ್ದಿಗಳು	[114, 54, 262, 70]
theatre-show-row	[661, 779, 891, 793]
rain-subhead: ದವಸ–ಧಾನ್ಯ–ಗೃಹೋಪಯೋಗಿ ವಸ್ತುಗಳಿಗೆ ಹಾನಿ, ಅಪಾರ ನಷ್ಟ	[50, 588, 416, 602]
mallahalli-caption: ವರುಣಾ ವಿಧಾನಸಭಾ ಕ್ಷೇತ್ರದ ಮಲ್ಲಹಳ್ಳಿ ಗ್ರಾಮದ ಹಾಲು ಉತ್ಪಾದಕರ ಸಹಕಾರ ಸಂಘದ ಅಧ್ಯಕ್ಷರಾಗಿ ದೇವಮ್ಮ, ಉಪಾಧ್ಯಕ್ಷರಾಗಿ ಚಿಕ್ಕಣ್ಣೇಗೌಡ ಅವಿರೋಧ ಆಯ್ಕೆ	[204, 1296, 500, 1316]
tahsildar-kicker: ಸಾಲಿಗ್ರಾಮ ತಾಲ್ಲೂಕು ಕಚೇರಿ ಆರಂಭಕ್ಕೆ ಸಿದ್ಧತೆ	[529, 871, 633, 879]
registration-dot	[479, 1400, 486, 1407]
mvc-phone-label: ದೂ :	[727, 385, 748, 396]
theatre-header	[661, 695, 891, 709]
page-number-badge	[46, 50, 108, 74]
tahsildar-headline-1: ತಹಸೀಲ್ದಾರ್ ಸೇರಿದಂತೆ	[544, 891, 618, 902]
